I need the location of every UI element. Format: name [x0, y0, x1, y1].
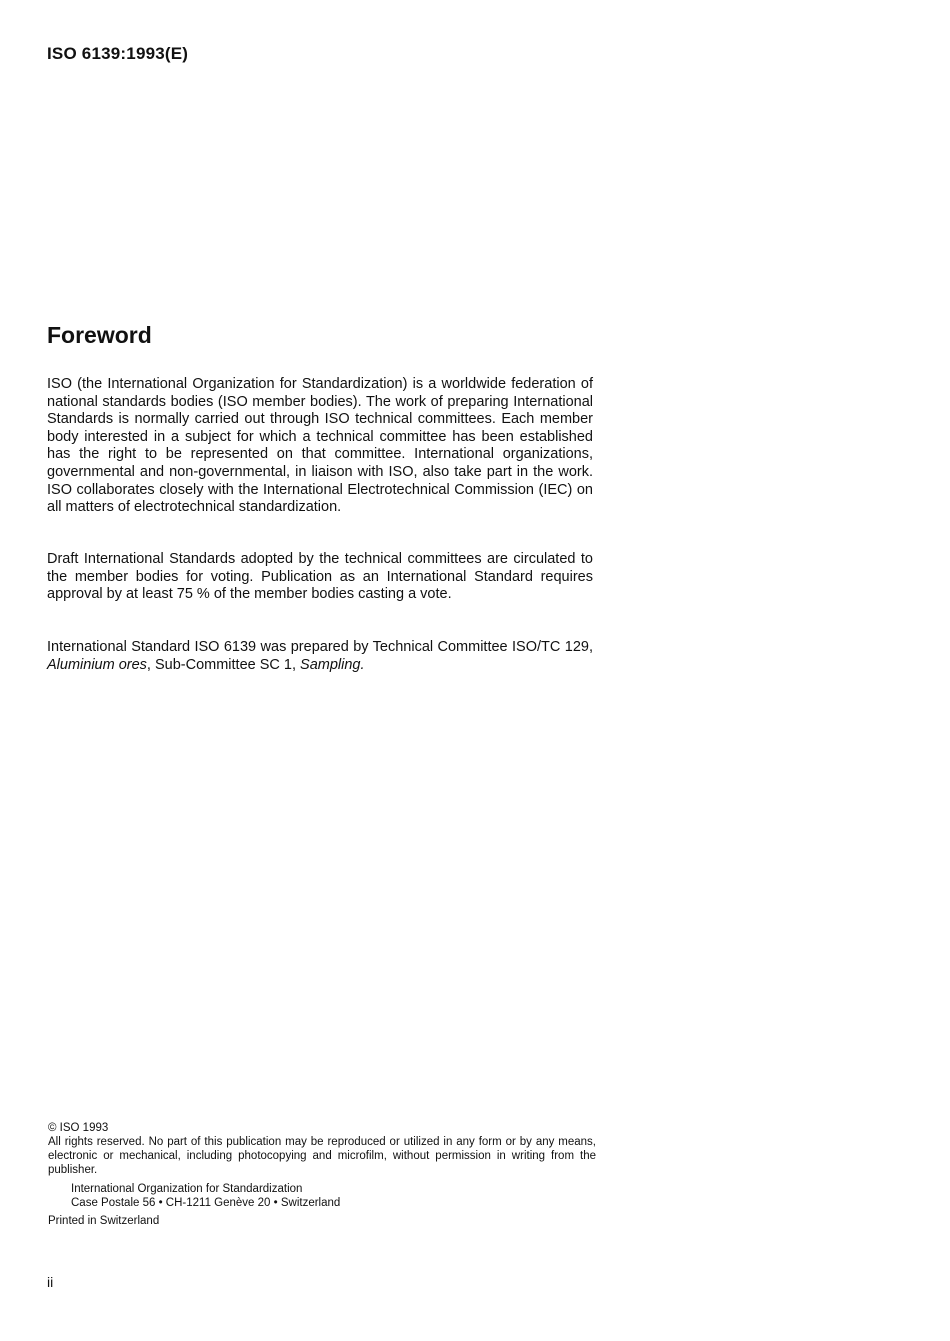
publisher-address	[71, 1182, 571, 1210]
foreword-paragraph-3	[47, 639, 593, 674]
foreword-paragraph-2: Draft International Standards adopted by the technical committees are circulated to the member bodies for voting. Publication as an International Standard requires approval by at least 75 % of the member bodies casting a vote.	[47, 551, 593, 603]
subcommittee-title: Sampling.	[300, 656, 365, 673]
rights-notice: All rights reserved. No part of this publication may be reproduced or utilized in any form or by any means, electronic or mechanical, including photocopying and microfilm, without permission in writing from the publisher.	[48, 1136, 596, 1176]
org-name: International Organization for Standardization	[71, 1183, 303, 1195]
copyright-line: © ISO 1993	[48, 1122, 109, 1134]
paragraph-3-prefix: International Standard ISO 6139 was prepared by Technical Committee ISO/TC 129,	[47, 639, 593, 655]
printed-in: Printed in Switzerland	[48, 1215, 160, 1227]
page-number: ii	[47, 1274, 54, 1290]
document-id: ISO 6139:1993(E)	[47, 44, 189, 63]
paragraph-3-middle: , Sub-Committee SC 1,	[146, 656, 301, 673]
committee-title: Aluminium ores	[47, 656, 147, 673]
org-address: Case Postale 56 • CH-1211 Genève 20 • Switzerland	[71, 1197, 341, 1209]
foreword-paragraph-1: ISO (the International Organization for Standardization) is a worldwide federation of national standards bodies (ISO member bodies). The work of preparing International Standards is normally carried out through ISO technical committees. Each member body interested in a subject for which a technical committee has been established has the right to be represented on that committee. International organizations, governmental and non-governmental, in liaison with ISO, also take part in the work. ISO collaborates closely with the International Electrotechnical Commission (IEC) on all matters of electrotechnical standardization.	[47, 376, 593, 516]
foreword-heading: Foreword	[47, 322, 152, 348]
